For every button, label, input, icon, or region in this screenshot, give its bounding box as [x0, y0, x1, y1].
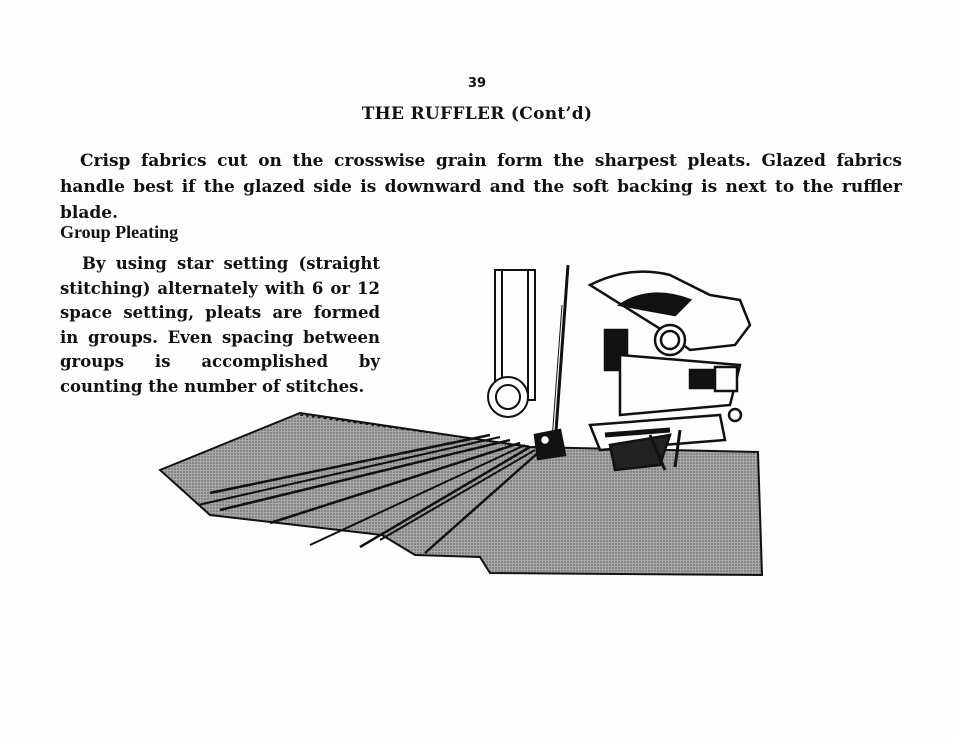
ruffler-attachment: [535, 272, 750, 470]
section-body: By using star setting (straight stitching) alternately with 6 or 12 space setting, pleats are formed in groups. Even spacing between groups is accomplished by counting the number of stitches.: [60, 254, 380, 396]
section-heading: Group Pleating: [60, 222, 179, 242]
needle: [552, 265, 568, 445]
page-title: THE RUFFLER (Cont’d): [361, 104, 593, 124]
intro-paragraph: Crisp fabrics cut on the crosswise grain form the sharpest pleats. Glazed fabrics handle best if the glazed side is downward and the soft backing is next to the ruffler blade.: [60, 151, 902, 223]
presser-bar: [488, 270, 535, 417]
ruffler-illustration: [150, 255, 770, 580]
page-number: 39: [467, 76, 487, 91]
